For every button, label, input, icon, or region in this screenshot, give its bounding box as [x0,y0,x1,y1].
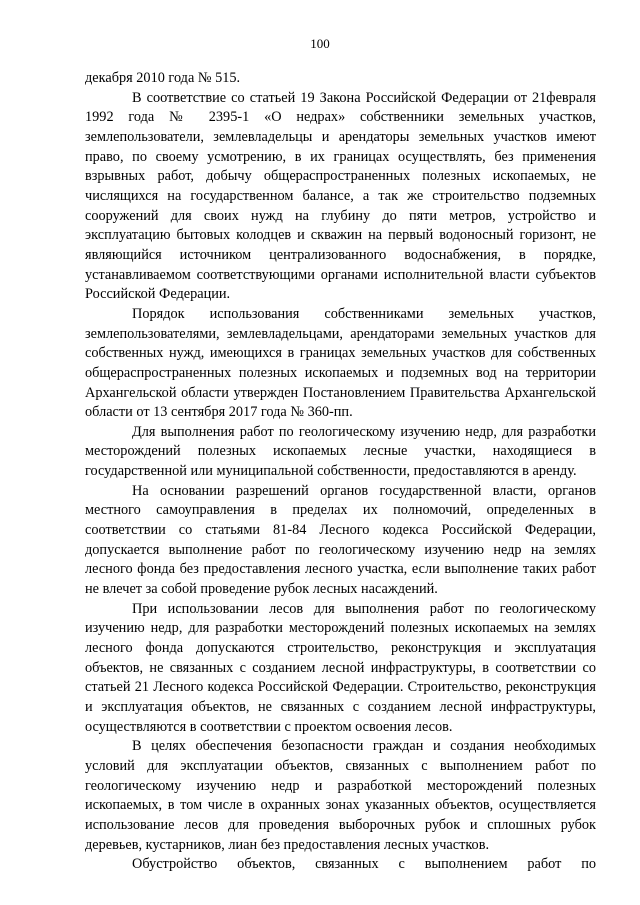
page-number: 100 [310,36,330,51]
paragraph-permits: На основании разрешений органов государственной власти, органов местного самоуправления в пределах их полномочий, определенных в соответствии со статьями 81-84 Лесного кодекса Российской Федерации, допускается выполнение работ по геологическому изучению недр на землях лесного фонда без предоставления лесного участка, если выполнение таких работ не влечет за собой проведение рубок лесных насаждений. [85,482,596,598]
paragraph-continuation: декабря 2010 года № 515. [85,70,241,86]
paragraph-construction: Обустройство объектов, связанных с выполнением работ по [132,856,596,873]
paragraph-subsoil-law: В соответствие со статьей 19 Закона Российской Федерации от 21февраля 1992 года № 2395-1 «О недрах» собственники земельных участков, землепользователи, землевладельцы и арендаторы земельных участков имеют право, по своему усмотрению, в их границах осуществлять, без применения взрывных работ, добычу общераспространенных полезных ископаемых, не числящихся на государственном балансе, а так же строительство подземных сооружений для своих нужд на глубину до пяти метров, устройство и эксплуатацию бытовых колодцев и скважин на первый водоносный горизонт, не являющийся источником централизованного водоснабжения, в порядке, устанавливаемом соответствующими органами исполнительной власти субъектов Российской Федерации. [85,89,596,303]
paragraph-forest-lease: Для выполнения работ по геологическому изучению недр, для разработки месторождений полезных ископаемых лесные участки, находящиеся в государственной или муниципальной собственности, предоставляются в аренду. [85,423,596,480]
document-body [85,69,596,875]
paragraph-usage-order: Порядок использования собственниками земельных участков, землепользователями, землевладельцами, арендаторами земельных участков для собственных нужд, имеющихся в границах земельных участков для собственных общераспространенных полезных ископаемых и подземных вод на территории Архангельской области утвержден Постановлением Правительства Архангельской области от 13 сентября 2017 года № 360-пп. [85,305,596,421]
paragraph-forest-use: При использовании лесов для выполнения работ по геологическому изучению недр, для разработки месторождений полезных ископаемых на землях лесного фонда допускаются строительство, реконструкция и эксплуатация объектов, не связанных с созданием лесной инфраструктуры, в соответствии со статьей 21 Лесного кодекса Российской Федерации. Строительство, реконструкция и эксплуатация объектов, не связанных с созданием лесной инфраструктуры, осуществляются в соответствии с проектом освоения лесов. [85,600,596,735]
paragraph-safety: В целях обеспечения безопасности граждан и создания необходимых условий для эксплуатации объектов, связанных с выполнением работ по геологическому изучению недр и разработкой месторождений полезных ископаемых, в том числе в охранных зонах указанных объектов, осуществляется использование лесов для проведения выборочных рубок и сплошных рубок деревьев, кустарников, лиан без предоставления лесных участков. [85,738,596,853]
